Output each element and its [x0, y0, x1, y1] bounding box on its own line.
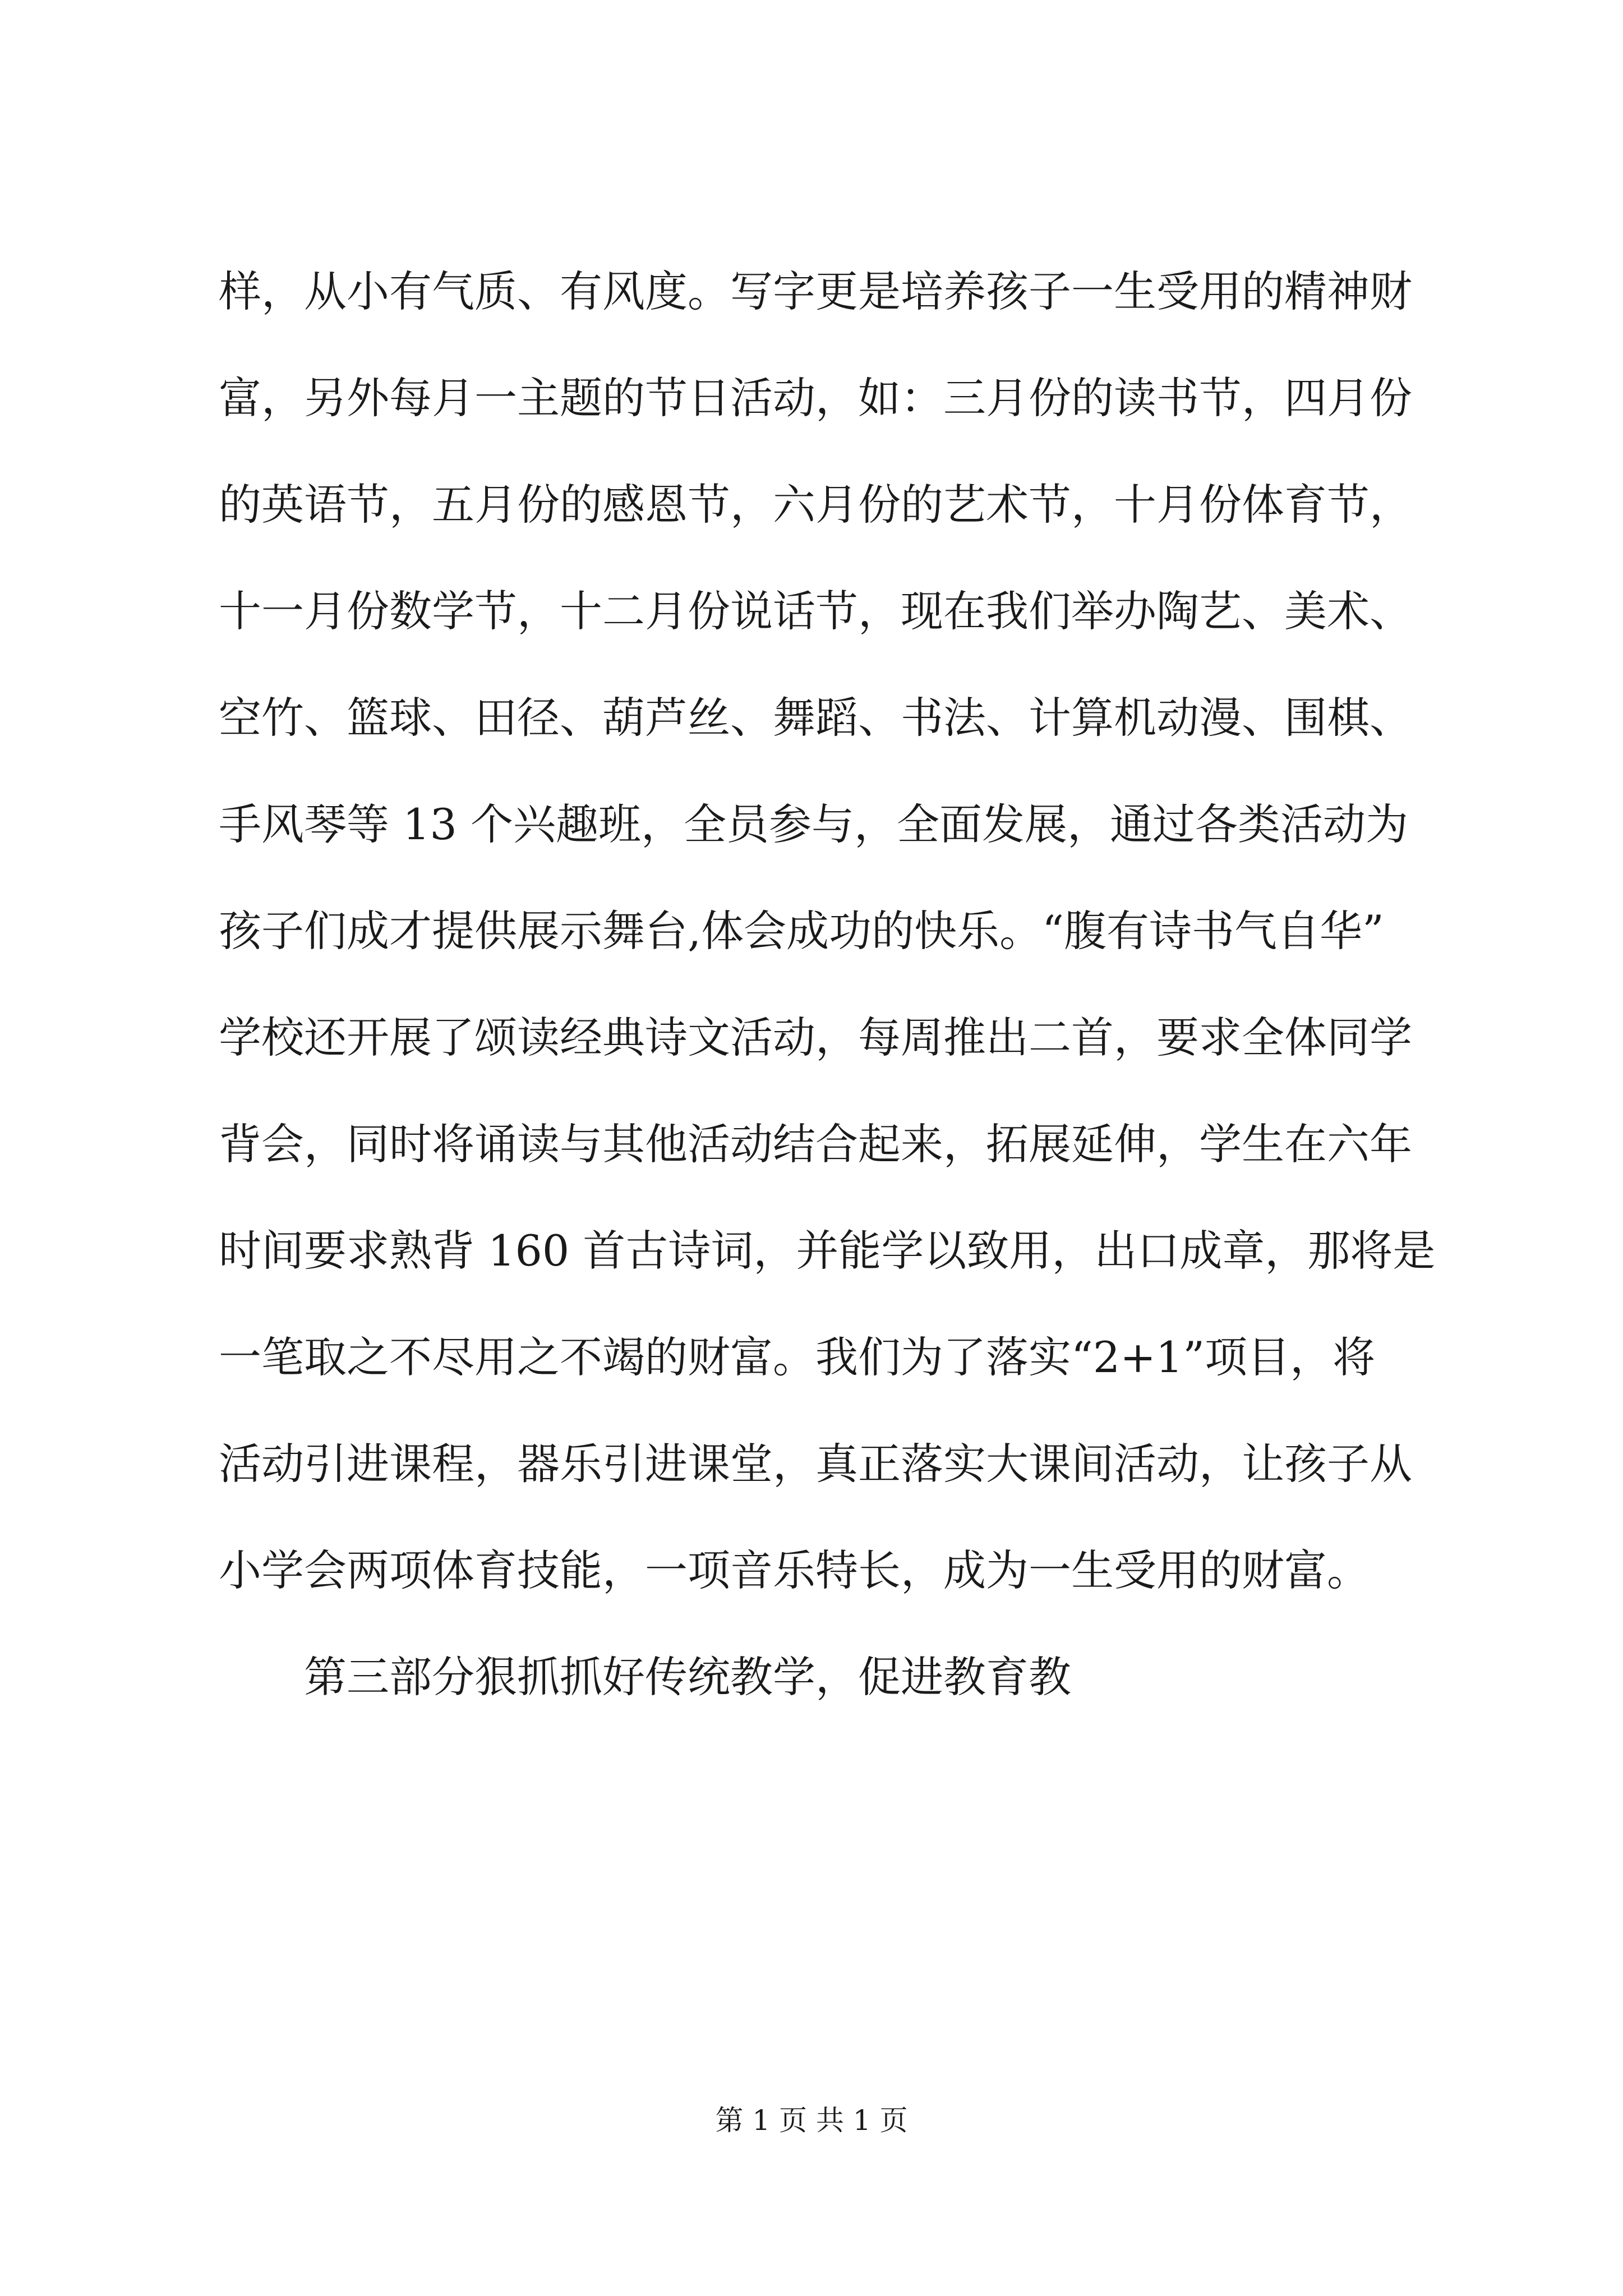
page-footer: 第 1 页 共 1 页 [715, 2104, 908, 2137]
text-line: 学校还开展了颂读经典诗文活动，每周推出二首，要求全体同学 [219, 1013, 1412, 1062]
text-line: 样，从小有气质、有风度。写字更是培养孩子一生受用的精神财 [219, 266, 1412, 316]
text-line: 富，另外每月一主题的节日活动，如：三月份的读书节，四月份 [219, 373, 1412, 423]
text-line: 孩子们成才提供展示舞台,体会成功的快乐。“腹有诗书气自华” [219, 906, 1384, 956]
text-line: 时间要求熟背 160 首古诗词，并能学以致用，出口成章，那将是 [219, 1226, 1436, 1276]
text-line: 的英语节，五月份的感恩节，六月份的艺术节，十月份体育节， [219, 480, 1412, 530]
text-line: 空竹、篮球、田径、葫芦丝、舞蹈、书法、计算机动漫、围棋、 [219, 693, 1412, 743]
text-line: 小学会两项体育技能，一项音乐特长，成为一生受用的财富。 [219, 1545, 1370, 1595]
text-line: 一笔取之不尽用之不竭的财富。我们为了落实“2+1”项目，将 [219, 1332, 1376, 1382]
text-line: 十一月份数学节，十二月份说话节，现在我们举办陶艺、美术、 [219, 586, 1412, 636]
text-line: 背会，同时将诵读与其他活动结合起来，拓展延伸，学生在六年 [219, 1119, 1412, 1169]
text-line: 活动引进课程，器乐引进课堂，真正落实大课间活动，让孩子从 [219, 1439, 1412, 1489]
section-heading: 第三部分狠抓抓好传统教学，促进教育教 [304, 1652, 1071, 1702]
text-line: 手风琴等 13 个兴趣班，全员参与，全面发展，通过各类活动为 [219, 799, 1409, 849]
